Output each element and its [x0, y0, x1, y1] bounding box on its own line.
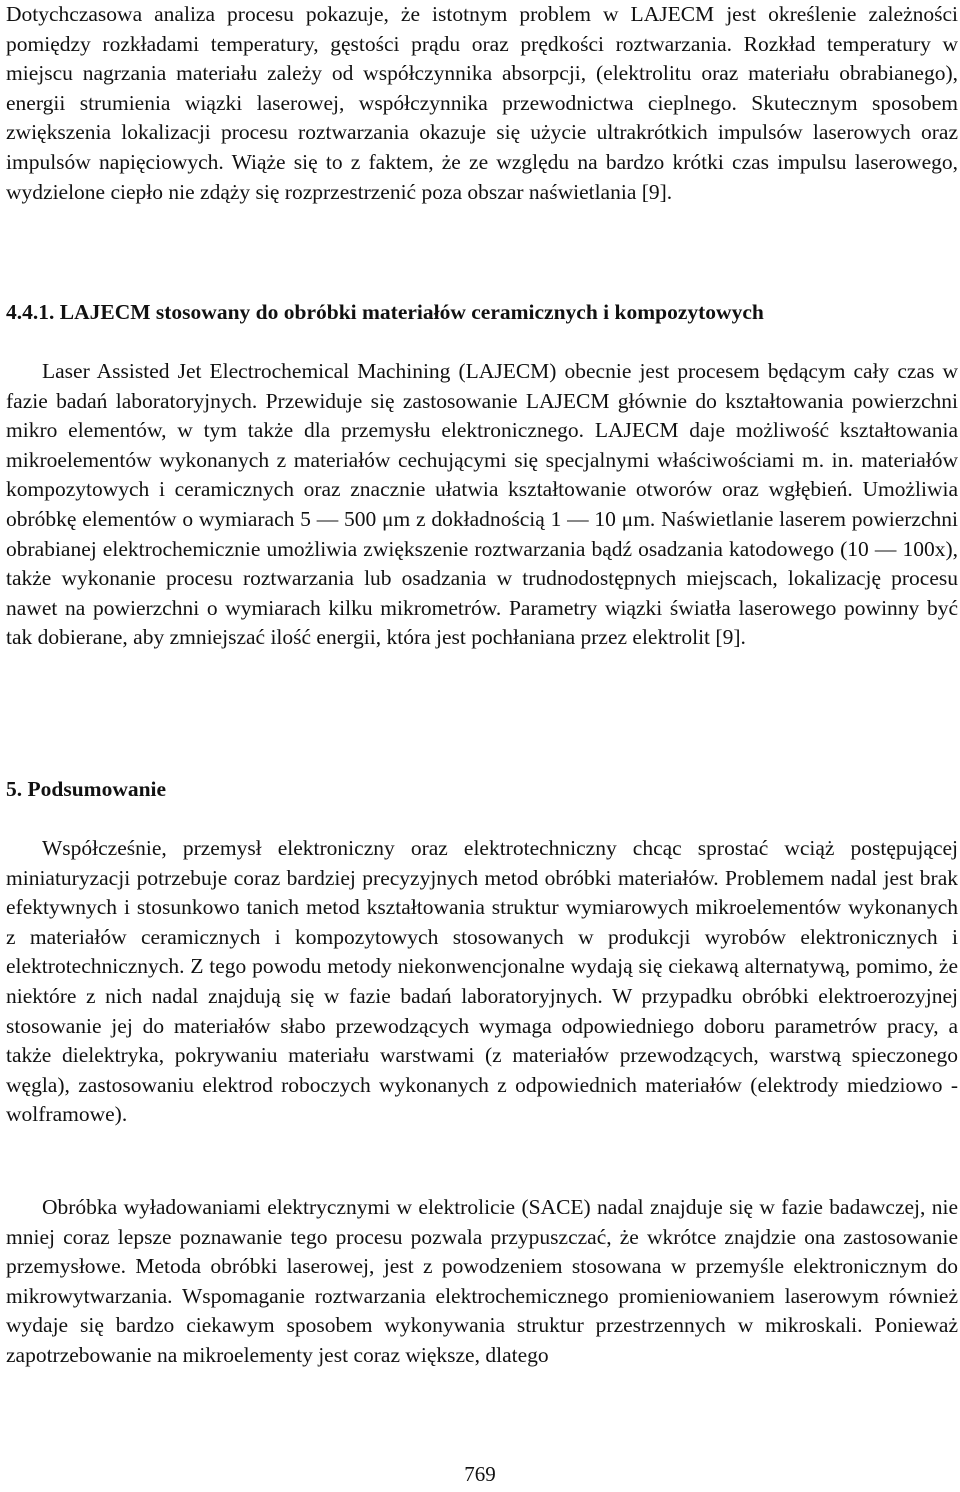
paragraph-lajecm-ceramics: Laser Assisted Jet Electrochemical Machining (LAJECM) obecnie jest procesem będącym cały czas w fazie badań laboratoryjnych. Przewiduje się zastosowanie LAJECM głównie do kształtowania powierzchni mikro elementów, w tym także dla przemysłu elektronicznego. LAJECM daje możliwość kształtowania mikroelementów wykonanych z materiałów cechującymi się specjalnymi właściwościami m. in. materiałów kompozytowych i ceramicznych oraz znacznie ułatwia kształtowanie otworów oraz wgłębień. Umożliwia obróbkę elementów o wymiarach 5 — 500 μm z dokładnością 1 — 10 μm. Naświetlanie laserem powierzchni obrabianej elektrochemicznie umożliwia zwiększenie roztwarzania bądź osadzania katodowego (10 — 100x), także wykonanie procesu roztwarzania lub osadzania w trudnodostępnych miejscach, lokalizację procesu nawet na powierzchni o wymiarach kilku mikrometrów. Parametry wiązki światła laserowego powinny być tak dobierane, aby zmniejszać ilość energii, która jest pochłaniana przez elektrolit [9].	[6, 359, 958, 650]
section-heading-5: 5. Podsumowanie	[6, 777, 167, 801]
paragraph-lajecm-analysis: Dotychczasowa analiza procesu pokazuje, że istotnym problem w LAJECM jest określenie zależności pomiędzy rozkładami temperatury, gęstości prądu oraz prędkości roztwarzania. Rozkład temperatury w miejscu nagrzania materiału zależy od współczynnika absorpcji, (elektrolitu oraz materiału obrabianego), energii strumienia wiązki laserowej, współczynnika przewodnictwa cieplnego. Skutecznym sposobem zwiększenia lokalizacji procesu roztwarzania okazuje się użycie ultrakrótkich impulsów laserowych oraz impulsów napięciowych. Wiąże się to z faktem, że ze względu na bardzo krótki czas impulsu laserowego, wydzielone ciepło nie zdąży się rozprzestrzenić poza obszar naświetlania [9].	[6, 2, 958, 204]
paragraph-summary-1: Współcześnie, przemysł elektroniczny oraz elektrotechniczny chcąc sprostać wciąż postępującej miniaturyzacji potrzebuje coraz bardziej precyzyjnych metod obróbki materiałów. Problemem nadal jest brak efektywnych i stosunkowo tanich metod kształtowania struktur wymiarowych mikroelementów wykonanych z materiałów ceramicznych i kompozytowych stosowanych w produkcji wyrobów elektronicznych i elektrotechnicznych. Z tego powodu metody niekonwencjonalne wydają się ciekawą alternatywą, pomimo, że niektóre z nich nadal znajdują się w fazie badań laboratoryjnych. W przypadku obróbki elektroerozyjnej stosowanie jej do materiałów słabo przewodzących wymaga odpowiedniego doboru parametrów pracy, a także dielektryka, pokrywaniu materiału warstwami (z materiałów przewodzących, warstwą spieczonego węgla), zastosowaniu elektrod roboczych wykonanych z odpowiednich materiałów (elektrody miedziowo - wolframowe).	[6, 836, 958, 1127]
section-heading-4-4-1: 4.4.1. LAJECM stosowany do obróbki materiałów ceramicznych i kompozytowych	[6, 300, 764, 324]
page-number: 769	[464, 1462, 496, 1486]
paragraph-summary-2: Obróbka wyładowaniami elektrycznymi w elektrolicie (SACE) nadal znajduje się w fazie badawczej, nie mniej coraz lepsze poznawanie tego procesu pozwala przypuszczać, że wkrótce znajdzie ona zastosowanie przemysłowe. Metoda obróbki laserowej, jest z powodzeniem stosowana w przemyśle elektronicznym do mikrowytwarzania. Wspomaganie roztwarzania elektrochemicznego promieniowaniem laserowym również wydaje się bardzo ciekawym sposobem wykonywania struktur przestrzennych w mikroskali. Ponieważ zapotrzebowanie na mikroelementy jest coraz większe, dlatego	[6, 1195, 958, 1367]
